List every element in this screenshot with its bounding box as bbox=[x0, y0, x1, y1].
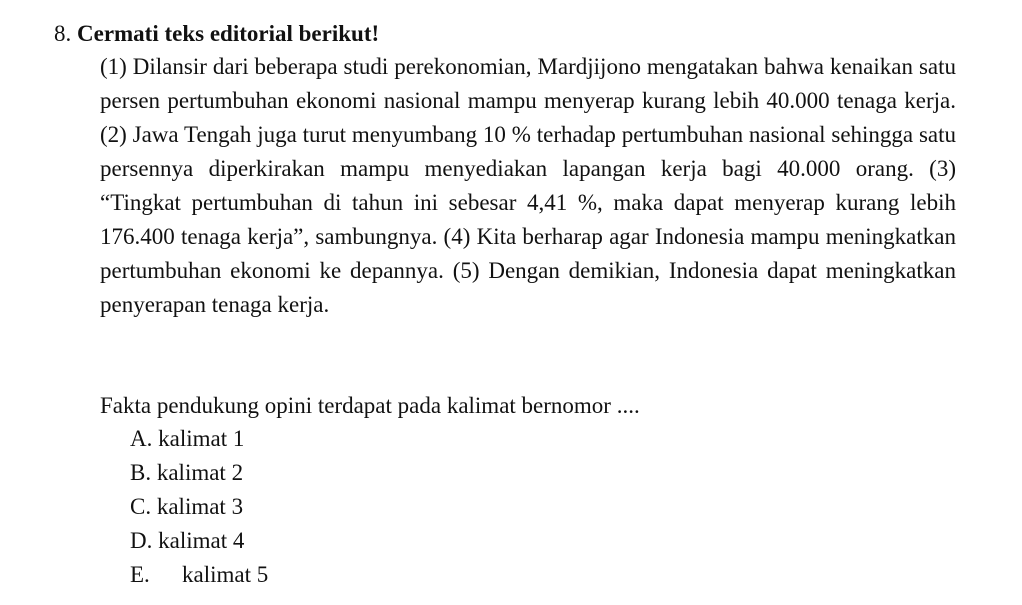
option-letter: B. bbox=[130, 460, 152, 485]
option-letter: C. bbox=[130, 494, 152, 519]
question-number: 8. bbox=[54, 21, 72, 46]
option-a[interactable] bbox=[130, 422, 268, 456]
option-letter: D. bbox=[130, 528, 153, 553]
option-c[interactable] bbox=[130, 490, 268, 524]
option-letter: A. bbox=[130, 426, 153, 451]
option-e[interactable] bbox=[130, 558, 268, 592]
option-text: kalimat 5 bbox=[182, 562, 269, 587]
editorial-passage: (1) Dilansir dari beberapa studi perekonomian, Mardjijono mengatakan bahwa kenaikan satu persen pertumbuhan ekonomi nasional mampu menyerap kurang lebih 40.000 tenaga kerja. (2) Jawa Tengah juga turut menyumbang 10 % terhadap pertumbuhan nasional sehingga satu persennya diperkirakan mampu menyediakan lapangan kerja bagi 40.000 orang. (3) “Tingkat pertumbuhan di tahun ini sebesar 4,41 %, maka dapat menyerap kurang lebih 176.400 tenaga kerja”, sambungnya. (4) Kita berharap agar Indonesia mampu meningkatkan pertumbuhan ekonomi ke depannya. (5) Dengan demikian, Indonesia dapat meningkatkan penyerapan tenaga kerja. bbox=[100, 54, 956, 317]
option-d[interactable] bbox=[130, 524, 268, 558]
option-b[interactable] bbox=[130, 456, 268, 490]
option-text: kalimat 3 bbox=[156, 494, 244, 519]
question-prompt: Fakta pendukung opini terdapat pada kalimat bernomor .... bbox=[100, 393, 640, 418]
option-text: kalimat 4 bbox=[158, 528, 245, 553]
question-header bbox=[54, 18, 974, 50]
option-letter: E. bbox=[130, 562, 150, 587]
option-text: kalimat 2 bbox=[156, 460, 244, 485]
answer-options bbox=[130, 422, 268, 592]
question-instruction: Cermati teks editorial berikut! bbox=[77, 21, 380, 46]
option-text: kalimat 1 bbox=[158, 426, 245, 451]
question-8 bbox=[54, 18, 974, 587]
